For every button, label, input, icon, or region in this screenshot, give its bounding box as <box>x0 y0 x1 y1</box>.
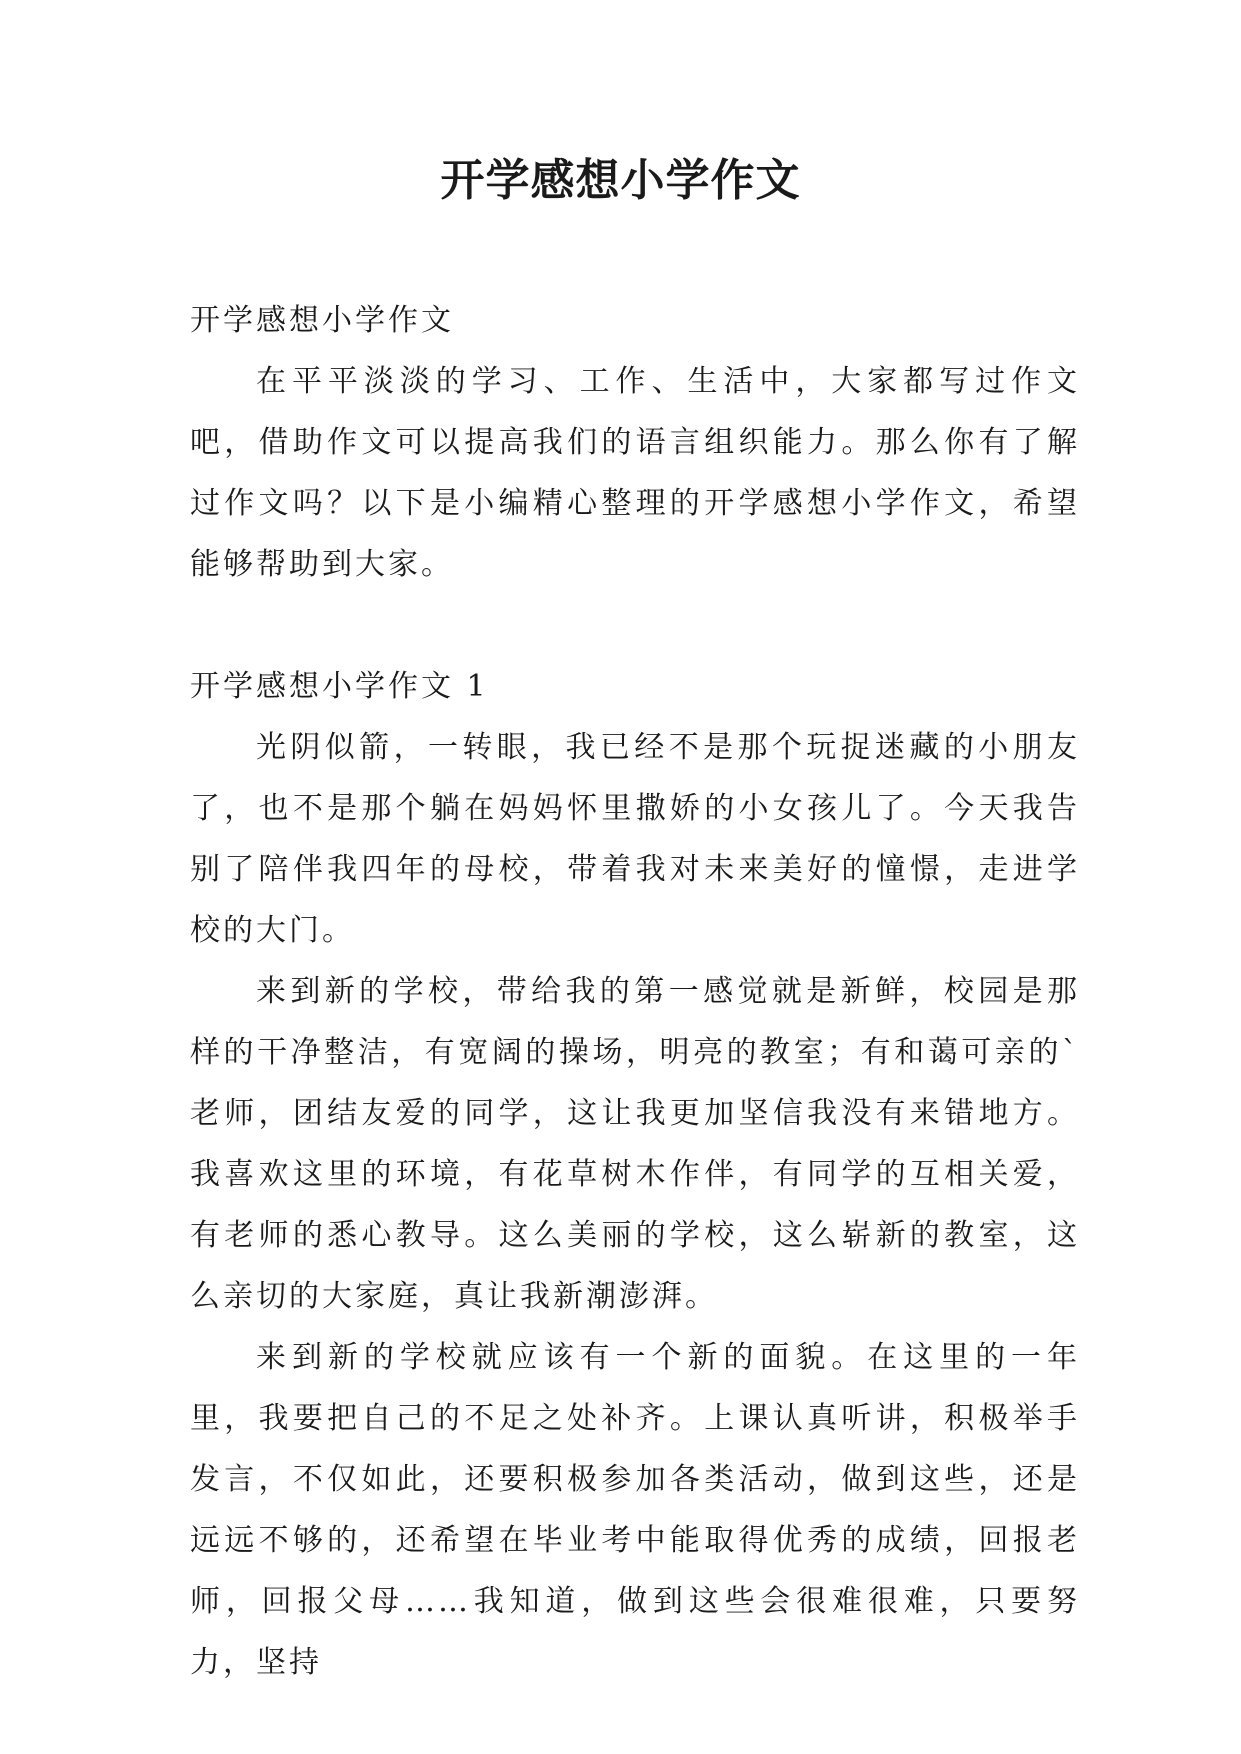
section-paragraph: 来到新的学校，带给我的第一感觉就是新鲜，校园是那样的干净整洁，有宽阔的操场，明亮的教室；有和蔼可亲的`老师，团结友爱的同学，这让我更加坚信我没有来错地方。我喜欢这里的环境，有花草树木作伴，有同学的互相关爱，有老师的悉心教导。这么美丽的学校，这么崭新的教室，这么亲切的大家庭，真让我新潮澎湃。 <box>190 974 1080 1314</box>
document-body <box>190 290 1080 1693</box>
section-paragraph: 来到新的学校就应该有一个新的面貌。在这里的一年里，我要把自己的不足之处补齐。上课认真听讲，积极举手发言，不仅如此，还要积极参加各类活动，做到这些，还是远远不够的，还希望在毕业考中能取得优秀的成绩，回报老师，回报父母……我知道，做到这些会很难很难，只要努力，坚持 <box>190 1340 1080 1680</box>
section-heading: 开学感想小学作文 1 <box>190 669 489 704</box>
intro-paragraph: 在平平淡淡的学习、工作、生活中，大家都写过作文吧，借助作文可以提高我们的语言组织能力。那么你有了解过作文吗？以下是小编精心整理的开学感想小学作文，希望能够帮助到大家。 <box>190 364 1080 582</box>
section-paragraph: 光阴似箭，一转眼，我已经不是那个玩捉迷藏的小朋友了，也不是那个躺在妈妈怀里撒娇的小女孩儿了。今天我告别了陪伴我四年的母校，带着我对未来美好的憧憬，走进学校的大门。 <box>190 730 1080 948</box>
document-title: 开学感想小学作文 <box>440 155 801 206</box>
intro-heading: 开学感想小学作文 <box>190 303 454 338</box>
